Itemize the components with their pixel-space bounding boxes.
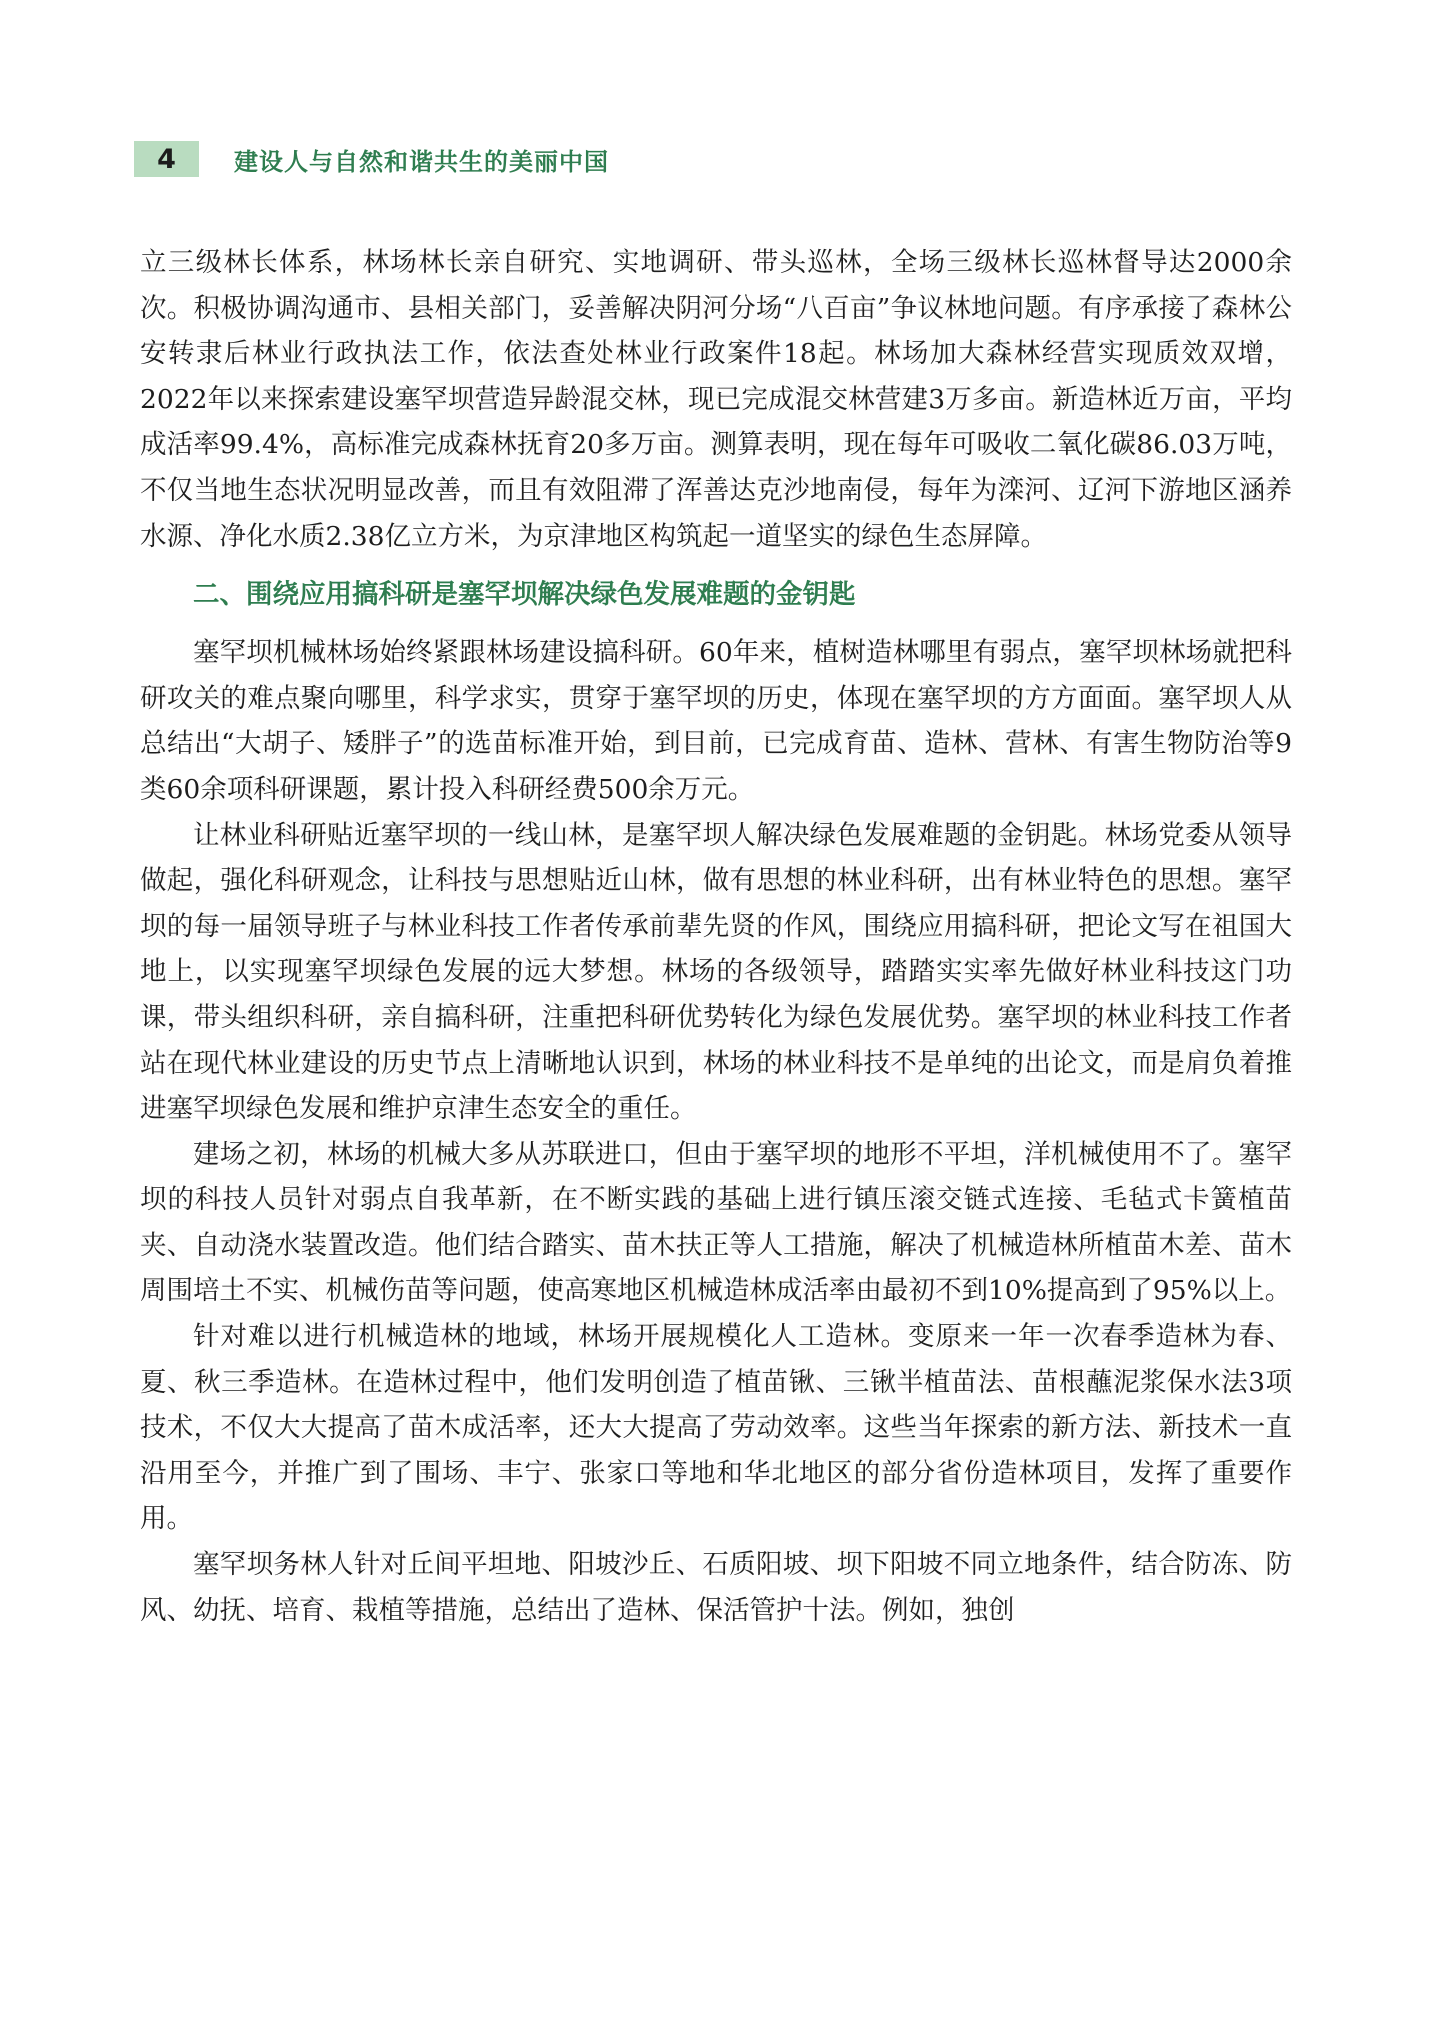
section-heading: 二、围绕应用搞科研是塞罕坝解决绿色发展难题的金钥匙: [193, 579, 856, 611]
body-paragraph: 让林业科研贴近塞罕坝的一线山林，是塞罕坝人解决绿色发展难题的金钥匙。林场党委从领导做起，强化科研观念，让科技与思想贴近山林，做有思想的林业科研，出有林业特色的思想。塞罕坝的每一届领导班子与林业科技工作者传承前辈先贤的作风，围绕应用搞科研，把论文写在祖国大地上，以实现塞罕坝绿色发展的远大梦想。林场的各级领导，踏踏实实率先做好林业科技这门功课，带头组织科研，亲自搞科研，注重把科研优势转化为绿色发展优势。塞罕坝的林业科技工作者站在现代林业建设的历史节点上清晰地认识到，林场的林业科技不是单纯的出论文，而是肩负着推进塞罕坝绿色发展和维护京津生态安全的重任。: [140, 819, 1292, 1125]
running-header-title: 建设人与自然和谐共生的美丽中国: [234, 147, 609, 176]
page-number: 4: [134, 141, 199, 177]
body-paragraph: 针对难以进行机械造林的地域，林场开展规模化人工造林。变原来一年一次春季造林为春、夏、秋三季造林。在造林过程中，他们发明创造了植苗锹、三锹半植苗法、苗根蘸泥浆保水法3项技术，不仅大大提高了苗木成活率，还大大提高了劳动效率。这些当年探索的新方法、新技术一直沿用至今，并推广到了围场、丰宁、张家口等地和华北地区的部分省份造林项目，发挥了重要作用。: [140, 1321, 1292, 1535]
page-body: [140, 240, 1292, 1633]
body-paragraph: 塞罕坝机械林场始终紧跟林场建设搞科研。60年来，植树造林哪里有弱点，塞罕坝林场就把科研攻关的难点聚向哪里，科学求实，贯穿于塞罕坝的历史，体现在塞罕坝的方方面面。塞罕坝人从总结出“大胡子、矮胖子”的选苗标准开始，到目前，已完成育苗、造林、营林、有害生物防治等9类60余项科研课题，累计投入科研经费500余万元。: [140, 637, 1292, 805]
body-paragraph-continued: 立三级林长体系，林场林长亲自研究、实地调研、带头巡林，全场三级林长巡林督导达2000余次。积极协调沟通市、县相关部门，妥善解决阴河分场“八百亩”争议林地问题。有序承接了森林公安转隶后林业行政执法工作，依法查处林业行政案件18起。林场加大森林经营实现质效双增，2022年以来探索建设塞罕坝营造异龄混交林，现已完成混交林营建3万多亩。新造林近万亩，平均成活率99.4%，高标准完成森林抚育20多万亩。测算表明，现在每年可吸收二氧化碳86.03万吨，不仅当地生态状况明显改善，而且有效阻滞了浑善达克沙地南侵，每年为滦河、辽河下游地区涵养水源、净化水质2.38亿立方米，为京津地区构筑起一道坚实的绿色生态屏障。: [140, 247, 1292, 552]
body-paragraph: 建场之初，林场的机械大多从苏联进口，但由于塞罕坝的地形不平坦，洋机械使用不了。塞罕坝的科技人员针对弱点自我革新，在不断实践的基础上进行镇压滚交链式连接、毛毡式卡簧植苗夹、自动浇水装置改造。他们结合踏实、苗木扶正等人工措施，解决了机械造林所植苗木差、苗木周围培土不实、机械伤苗等问题，使高寒地区机械造林成活率由最初不到10%提高到了95%以上。: [140, 1138, 1292, 1307]
body-paragraph: 塞罕坝务林人针对丘间平坦地、阳坡沙丘、石质阳坡、坝下阳坡不同立地条件，结合防冻、防风、幼抚、培育、栽植等措施，总结出了造林、保活管护十法。例如，独创: [140, 1549, 1292, 1626]
page-header: [134, 141, 609, 177]
